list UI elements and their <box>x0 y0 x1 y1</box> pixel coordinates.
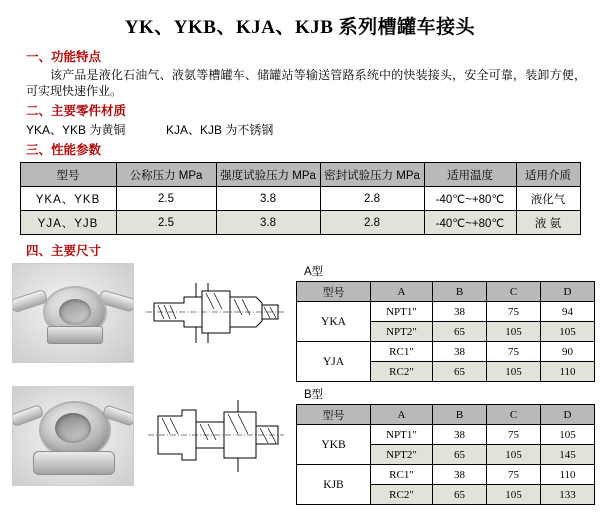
cell-a: NPT2" <box>371 445 433 465</box>
cell-strength-pressure: 3.8 <box>216 211 320 235</box>
performance-table <box>20 162 581 235</box>
dimension-table-a <box>296 281 595 382</box>
cell-temperature: -40℃~+80℃ <box>424 211 516 235</box>
material-left: YKA、YKB 为黄铜 <box>26 123 126 137</box>
cell-b: 65 <box>433 362 487 382</box>
col-header-model: 型号 <box>297 282 371 302</box>
col-header-strength-pressure: 强度试验压力 MPa <box>216 163 320 187</box>
cell-c: 105 <box>487 445 541 465</box>
features-body: 该产品是液化石油气、液氨等槽罐车、储罐站等输送管路系统中的快装接头，安全可靠，装卸方便，可实现快速作业。 <box>26 68 586 98</box>
cell-b: 38 <box>433 425 487 445</box>
cell-d: 110 <box>541 362 595 382</box>
dimension-table-b <box>296 404 595 505</box>
section-heading-performance: 三、性能参数 <box>26 143 102 157</box>
cell-a: RC1" <box>371 342 433 362</box>
cell-c: 75 <box>487 425 541 445</box>
col-header-d: D <box>541 405 595 425</box>
type-label-b: B型 <box>304 389 324 401</box>
cell-model: KJB <box>297 465 371 505</box>
product-photo-a <box>12 263 134 363</box>
cell-nominal-pressure: 2.5 <box>116 211 216 235</box>
col-header-b: B <box>433 405 487 425</box>
technical-drawing-a <box>138 263 288 361</box>
cell-a: RC1" <box>371 465 433 485</box>
cell-b: 65 <box>433 445 487 465</box>
cell-c: 75 <box>487 465 541 485</box>
product-photo-b <box>12 386 134 486</box>
col-header-model: 型号 <box>297 405 371 425</box>
material-line <box>26 121 588 138</box>
cell-b: 38 <box>433 465 487 485</box>
table-row <box>20 187 580 211</box>
cell-nominal-pressure: 2.5 <box>116 187 216 211</box>
cell-model: YKA <box>297 302 371 342</box>
cell-d: 145 <box>541 445 595 465</box>
col-header-model: 型号 <box>20 163 116 187</box>
cell-medium: 液 氨 <box>516 211 580 235</box>
cell-b: 65 <box>433 322 487 342</box>
cell-d: 94 <box>541 302 595 322</box>
table-row <box>297 425 595 445</box>
cell-model: YKB <box>297 425 371 465</box>
cell-c: 75 <box>487 342 541 362</box>
cell-c: 105 <box>487 362 541 382</box>
cell-a: NPT1" <box>371 425 433 445</box>
cell-model: YJA、YJB <box>20 211 116 235</box>
cell-c: 105 <box>487 322 541 342</box>
col-header-a: A <box>371 282 433 302</box>
cell-c: 75 <box>487 302 541 322</box>
section-heading-dimensions: 四、主要尺寸 <box>26 244 102 258</box>
col-header-seal-pressure: 密封试验压力 MPa <box>320 163 424 187</box>
col-header-temperature: 适用温度 <box>424 163 516 187</box>
dimension-group-a <box>12 263 588 382</box>
cell-a: NPT1" <box>371 302 433 322</box>
table-row <box>20 211 580 235</box>
cell-d: 105 <box>541 425 595 445</box>
cell-medium: 液化气 <box>516 187 580 211</box>
cell-model: YKA、YKB <box>20 187 116 211</box>
dimension-table-b-wrap <box>296 386 595 505</box>
col-header-d: D <box>541 282 595 302</box>
table-header-row <box>297 405 595 425</box>
table-row <box>297 302 595 322</box>
cell-seal-pressure: 2.8 <box>320 211 424 235</box>
cell-d: 133 <box>541 485 595 505</box>
dimension-group-b <box>12 386 588 505</box>
cell-d: 105 <box>541 322 595 342</box>
cell-b: 38 <box>433 302 487 322</box>
cell-b: 65 <box>433 485 487 505</box>
col-header-a: A <box>371 405 433 425</box>
table-header-row <box>20 163 580 187</box>
material-right: KJA、KJB 为不锈钢 <box>166 123 274 137</box>
cell-d: 110 <box>541 465 595 485</box>
dimensions-area <box>12 263 588 505</box>
table-row <box>297 465 595 485</box>
cell-strength-pressure: 3.8 <box>216 187 320 211</box>
page-title: YK、YKB、KJA、KJB 系列槽罐车接头 <box>124 17 476 38</box>
table-header-row <box>297 282 595 302</box>
drawing-b-svg <box>138 386 288 484</box>
col-header-b: B <box>433 282 487 302</box>
dimension-table-a-wrap <box>296 263 595 382</box>
cell-model: YJA <box>297 342 371 382</box>
cell-c: 105 <box>487 485 541 505</box>
cell-b: 38 <box>433 342 487 362</box>
col-header-nominal-pressure: 公称压力 MPa <box>116 163 216 187</box>
col-header-c: C <box>487 405 541 425</box>
technical-drawing-b <box>138 386 288 484</box>
col-header-c: C <box>487 282 541 302</box>
cell-a: RC2" <box>371 362 433 382</box>
cell-seal-pressure: 2.8 <box>320 187 424 211</box>
cell-temperature: -40℃~+80℃ <box>424 187 516 211</box>
cell-a: RC2" <box>371 485 433 505</box>
col-header-medium: 适用介质 <box>516 163 580 187</box>
type-label-a: A型 <box>304 266 324 278</box>
section-heading-material: 二、主要零件材质 <box>26 104 127 118</box>
cell-a: NPT2" <box>371 322 433 342</box>
cell-d: 90 <box>541 342 595 362</box>
section-heading-features: 一、功能特点 <box>26 50 102 64</box>
drawing-a-svg <box>138 263 288 361</box>
table-row <box>297 342 595 362</box>
